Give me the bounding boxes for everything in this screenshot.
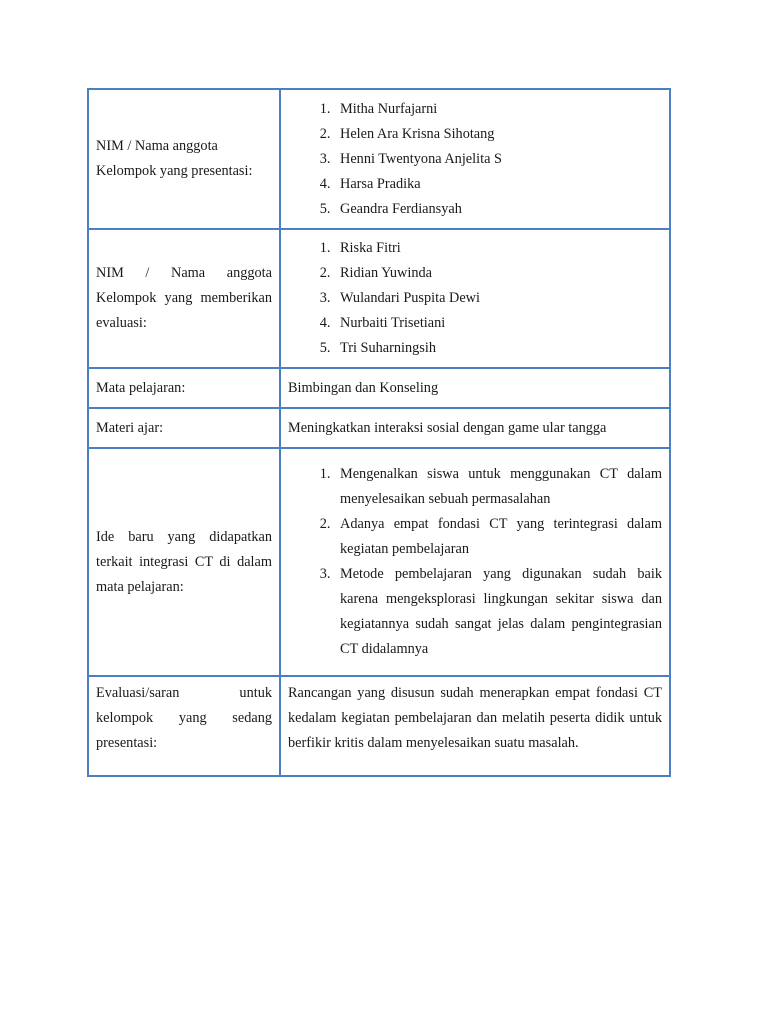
list-item: 4. Harsa Pradika [334,172,662,197]
evaluation-form-table [87,88,671,777]
list-item: 2. Helen Ara Krisna Sihotang [334,122,662,147]
list-item: 3. Henni Twentyona Anjelita S [334,147,662,172]
evaluation-text: Rancangan yang disusun sudah menerapkan empat fondasi CT kedalam kegiatan pembelajaran dan melatih peserta didik untuk berfikir kritis dalam menyelesaikan suatu masalah. [288,685,662,751]
list-item: 2. Ridian Yuwinda [334,261,662,286]
list-item: 1. Riska Fitri [334,236,662,261]
table-row-evaluation [88,676,670,776]
label-subject: Mata pelajaran: [88,368,280,408]
list-item: 3. Wulandari Puspita Dewi [334,286,662,311]
list-item: 1. Mengenalkan siswa untuk menggunakan CT dalam menyelesaikan sebuah permasalahan [334,462,662,512]
table-row-new-ideas [88,448,670,676]
list-item: 5. Tri Suharningsih [334,336,662,361]
list-item: 2. Adanya empat fondasi CT yang terintegrasi dalam kegiatan pembelajaran [334,512,662,562]
member-list-evaluating [288,236,662,361]
value-evaluation [280,676,670,776]
table-row-subject [88,368,670,408]
label-presenting-group: NIM / Nama anggota Kelompok yang presentasi: [88,89,280,229]
table-row-evaluating-group [88,229,670,368]
label-evaluating-group: NIM / Nama anggota Kelompok yang memberikan evaluasi: [88,229,280,368]
table-row-material [88,408,670,448]
value-presenting-group [280,89,670,229]
value-subject: Bimbingan dan Konseling [280,368,670,408]
list-item: 1. Mitha Nurfajarni [334,97,662,122]
member-list-presenting [288,97,662,222]
label-evaluation: Evaluasi/saran untuk kelompok yang sedang presentasi: [88,676,280,776]
value-new-ideas [280,448,670,676]
value-material: Meningkatkan interaksi sosial dengan game ular tangga [280,408,670,448]
ideas-list [288,462,662,662]
list-item: 4. Nurbaiti Trisetiani [334,311,662,336]
list-item: 3. Metode pembelajaran yang digunakan sudah baik karena mengeksplorasi lingkungan sekitar siswa dan kegiatannya sudah sangat jelas dalam pengintegrasian CT didalamnya [334,562,662,662]
list-item: 5. Geandra Ferdiansyah [334,197,662,222]
label-new-ideas: Ide baru yang didapatkan terkait integrasi CT di dalam mata pelajaran: [88,448,280,676]
table-row-presenting-group [88,89,670,229]
label-material: Materi ajar: [88,408,280,448]
value-evaluating-group [280,229,670,368]
